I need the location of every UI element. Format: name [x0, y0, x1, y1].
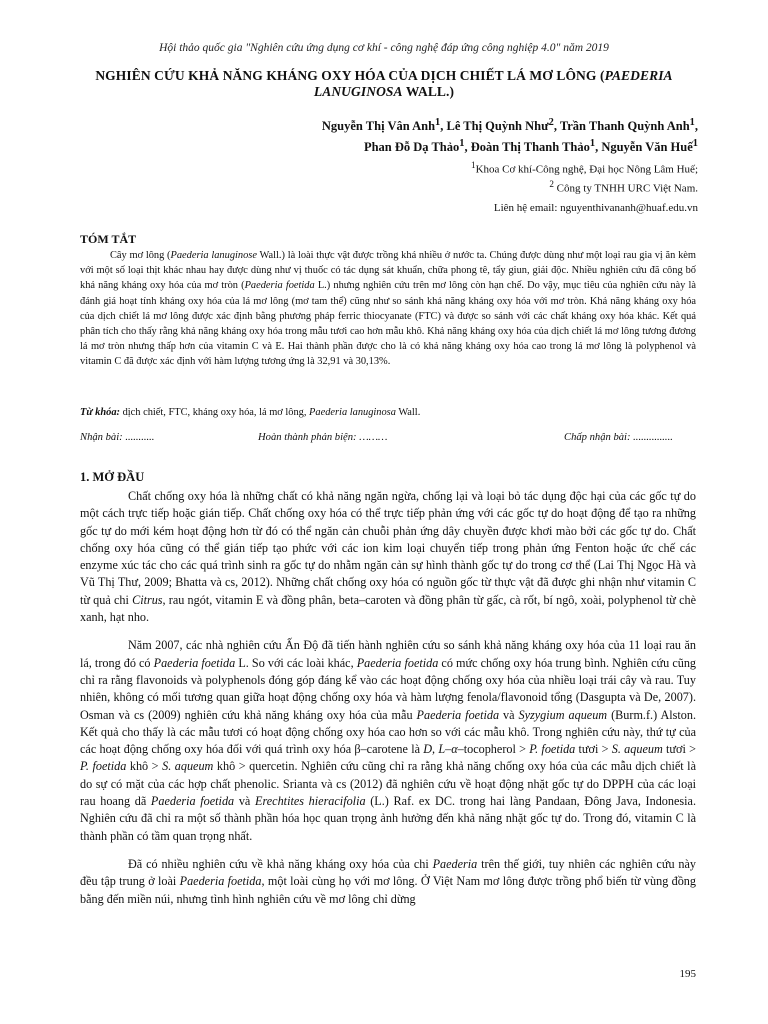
body-paragraph — [80, 637, 696, 845]
author-separator: , — [553, 119, 560, 134]
author-affiliation-mark: 1 — [435, 117, 441, 128]
running-head: Hội thảo quốc gia "Nghiên cứu ứng dụng cơ khí - công nghệ đáp ứng công nghiệp 4.0" năm 2019 — [159, 42, 609, 54]
affiliations — [138, 158, 698, 195]
body-text: (L.) Raf. ex DC. trong hai làng Pandaan, Đông Java, Indonesia. Nghiên cứu đã chỉ ra một số thành phần hóa học quan trọng ảnh hưởng đến khả năng nhặt gốc tự do. Trong đó, vitamin C là thành phần có tầm quan trọng nhất. — [80, 794, 696, 843]
body-text: Đã có nhiều nghiên cứu về khả năng kháng oxy hóa của chi — [128, 856, 433, 871]
affiliation-text: Công ty TNHH URC Việt Nam. — [553, 182, 698, 195]
body-text: , một loài cùng họ với mơ lông. Ở Việt Nam mơ lông được trồng phổ biến từ vùng đồng bằng đến miền núi, nhưng tình hình nghiên cứu về mơ lông chỉ dừng — [80, 874, 696, 906]
keywords-species: Paederia lanuginosa — [309, 407, 396, 418]
keywords-label: Từ khóa: — [80, 407, 120, 418]
body-text: và — [234, 794, 256, 809]
species-name: Paederia foetida — [150, 794, 235, 809]
body-text: tươi > — [575, 742, 612, 757]
affiliation-mark: 2 — [549, 178, 554, 189]
page-number: 195 — [679, 968, 696, 980]
chemical-name: D, L–α– — [423, 742, 464, 757]
affiliation-1 — [138, 158, 698, 177]
abstract-text: L.) nhưng nghiên cứu trên mơ lông còn hạn chế. Do vậy, mục tiêu của nghiên cứu này là đánh giá hoạt tính kháng oxy hóa của lá mơ lông (mơ tam thể) cũng như so sánh khả năng kháng oxy hóa với mơ tròn. Khả năng kháng oxy hóa của dịch chiết lá mơ lông được xác định bằng phương pháp ferric thiocyanate (FTC) và được so sánh với các chất kháng oxy hóa khác. Kết quả phân tích cho thấy rằng khả năng kháng oxy hóa trong mẫu tươi cao hơn mẫu khô. Khả năng kháng oxy hóa của dịch chiết lá mơ lông tương đương lá mơ tròn nhưng thấp hơn của vitamin C và E. Hai thành phần được cho là có khả năng kháng oxy hóa cao trong lá mơ lông là polyphenol và vitamin C đã được xác định với hàm lượng tương ứng là 32,91 và 30,13%. — [80, 280, 697, 368]
author-affiliation-mark: 1 — [692, 138, 698, 150]
affiliation-2 — [138, 177, 698, 196]
body-paragraph — [80, 856, 696, 908]
species-name: Paederia foetida — [416, 707, 500, 722]
contact-email: Liên hệ email: nguyenthivananh@huaf.edu.vn — [493, 202, 698, 214]
title-species: PAEDERIA LANUGINOSA — [313, 68, 673, 99]
species-name: Paederia lanuginose — [170, 250, 257, 261]
body-text: có mức chống oxy hóa trung bình. Nghiên cứu cũng chỉ ra rằng flavonoids và polyphenols đóng góp đáng kể vào các hoạt động chống oxy hóa của nhiều loại trái cây và rau. Tuy nhiên, không có mối tương quan giữa hoạt động chống oxy hóa và hàm lượng fenola/flavonoid tổng (Dasgupta và De, 2007). Osman và cs (2009) nghiên cứu khả năng kháng oxy hóa của mẫu — [80, 655, 697, 722]
body-text: Năm 2007, các nhà nghiên cứu Ấn Độ đã tiến hành nghiên cứu so sánh khả năng kháng oxy hóa của 11 loại rau ăn lá, trong đó có — [80, 638, 696, 670]
title-suffix: WALL.) — [402, 84, 455, 99]
species-name: Erechtites hieracifolia — [255, 794, 366, 809]
author-separator: , — [464, 140, 471, 155]
species-name: S. aqueum — [162, 759, 214, 774]
author-name: Nguyễn Văn Huế — [601, 140, 693, 155]
abstract-paragraph — [80, 248, 696, 370]
author-affiliation-mark: 1 — [459, 138, 465, 150]
author-affiliation-mark: 2 — [548, 117, 554, 128]
author-name: Lê Thị Quỳnh Như — [446, 119, 549, 134]
body-text: (Burm.f.) Alston. Kết quả cho thấy là các mẫu tươi có hoạt động chống oxy hóa cao hơn so với các mẫu khô. Trong nghiên cứu này, thứ tự của các hoạt động chống oxy hóa đối với quá trình oxy hóa β–carotene là — [80, 707, 696, 757]
author-list — [138, 114, 698, 156]
species-name: S. aqueum — [611, 742, 663, 757]
species-name: Syzygium aqueum — [518, 707, 608, 722]
genus-name: Paederia — [432, 856, 478, 871]
abstract-text: Cây mơ lông ( — [110, 250, 171, 261]
body-text: , rau ngót, vitamin E và đồng phân, beta–caroten và đồng phân từ gấc, cà rốt, bí ngô, xoài, polyphenol từ chè xanh, hạt nho. — [80, 592, 696, 625]
keywords-line — [80, 407, 696, 418]
author-separator: , — [440, 119, 447, 134]
author-affiliation-mark: 1 — [589, 138, 596, 150]
species-name: Paederia foetida — [356, 655, 439, 670]
body-text: khô > quercetin. Nghiên cứu cũng chỉ ra rằng khả năng chống oxy hóa của các mẫu dịch chiết là do sự có mặt của các hợp chất phenolic. Srianta và cs (2012) đã nghiên cứu về hoạt động nhặt gốc tự do DPPH của các loại rau hoang dã — [80, 759, 696, 809]
author-name: Đoàn Thị Thanh Thảo — [470, 140, 590, 155]
author-affiliation-mark: 1 — [689, 117, 695, 128]
abstract-body — [80, 248, 696, 370]
received-date: Nhận bài: ........... — [80, 432, 155, 443]
body-text: khô > — [126, 759, 163, 774]
body-text: trên thế giới, tuy nhiên các nghiên cứu này đều tập trung ở loài — [80, 856, 697, 889]
species-name: Citrus — [132, 592, 163, 607]
section-body — [80, 488, 696, 919]
abstract-text: Wall.) là loài thực vật được trồng khá nhiều ở nước ta. Chúng được dùng như một loại rau gia vị ăn kèm với một số loại thịt khác nhau hay được dùng như vị thuốc có tác dụng sát khuẩn, chữa phong tê, tẩy giun, giải độc. Nhiều nghiên cứu đã công bố khả năng kháng oxy hóa của mơ tròn ( — [80, 250, 696, 292]
abstract-heading: TÓM TẮT — [80, 232, 137, 246]
author-name: Trần Thanh Quỳnh Anh — [559, 119, 690, 134]
affiliation-text: Khoa Cơ khí-Công nghệ, Đại học Nông Lâm Huế; — [475, 163, 698, 176]
species-name: Paederia foetida — [244, 280, 315, 292]
affiliation-mark: 1 — [471, 160, 476, 170]
body-text: và — [499, 707, 519, 722]
body-paragraph — [80, 488, 696, 626]
accepted-date: Chấp nhận bài: ............... — [564, 432, 673, 443]
species-name: P. foetida — [80, 759, 127, 774]
body-text: tươi > — [662, 742, 696, 757]
title-main: NGHIÊN CỨU KHẢ NĂNG KHÁNG OXY HÓA CỦA DỊCH CHIẾT LÁ MƠ LÔNG ( — [95, 68, 605, 83]
species-name: Paederia foetida — [153, 655, 236, 670]
keywords-end: Wall. — [395, 407, 421, 418]
author-separator: , — [694, 119, 698, 134]
body-text: L. So với các loài khác, — [235, 655, 357, 670]
body-text: tocopherol > — [463, 742, 530, 757]
section-heading: 1. MỞ ĐẦU — [80, 470, 145, 484]
author-name: Phan Đỗ Dạ Thảo — [363, 140, 460, 155]
species-name: P. foetida — [529, 742, 576, 757]
keywords-text: dịch chiết, FTC, kháng oxy hóa, lá mơ lông, — [120, 407, 310, 418]
paper-title — [70, 68, 698, 100]
body-text: Chất chống oxy hóa là những chất có khả năng ngăn ngừa, chống lại và loại bỏ tác dụng độc hại của các gốc tự do một cách trực tiếp hoặc gián tiếp. Chất chống oxy hóa có thể trực tiếp phản ứng với các gốc tự do hoạt động để tạo ra những gốc tự do mới kém hoạt động hơn từ đó có thể ngăn cản chuỗi phản ứng dây chuyền được khơi mào bởi các gốc tự do. Chất chống oxy hóa cũng có thể gián tiếp tạo phức với các ion kim loại chuyển tiếp trong phản ứng Fenton hoặc ức chế các enzyme xúc tác cho các quá trình sinh ra gốc tự do nhằm ngăn cản sự hình thành gốc tự do trong cơ thể (Lai Thị Ngọc Hà và Vũ Thị Thư, 2009; Bhatta và cs, 2012). Những chất chống oxy hóa có nguồn gốc từ thực vật đã được ghi nhận như vitamin C từ quả chi — [80, 489, 696, 607]
species-name: Paederia foetida — [179, 874, 262, 889]
author-separator: , — [595, 140, 602, 155]
review-completed-date: Hoàn thành phản biện: ……… — [258, 432, 388, 443]
author-name: Nguyễn Thị Vân Anh — [321, 119, 436, 134]
